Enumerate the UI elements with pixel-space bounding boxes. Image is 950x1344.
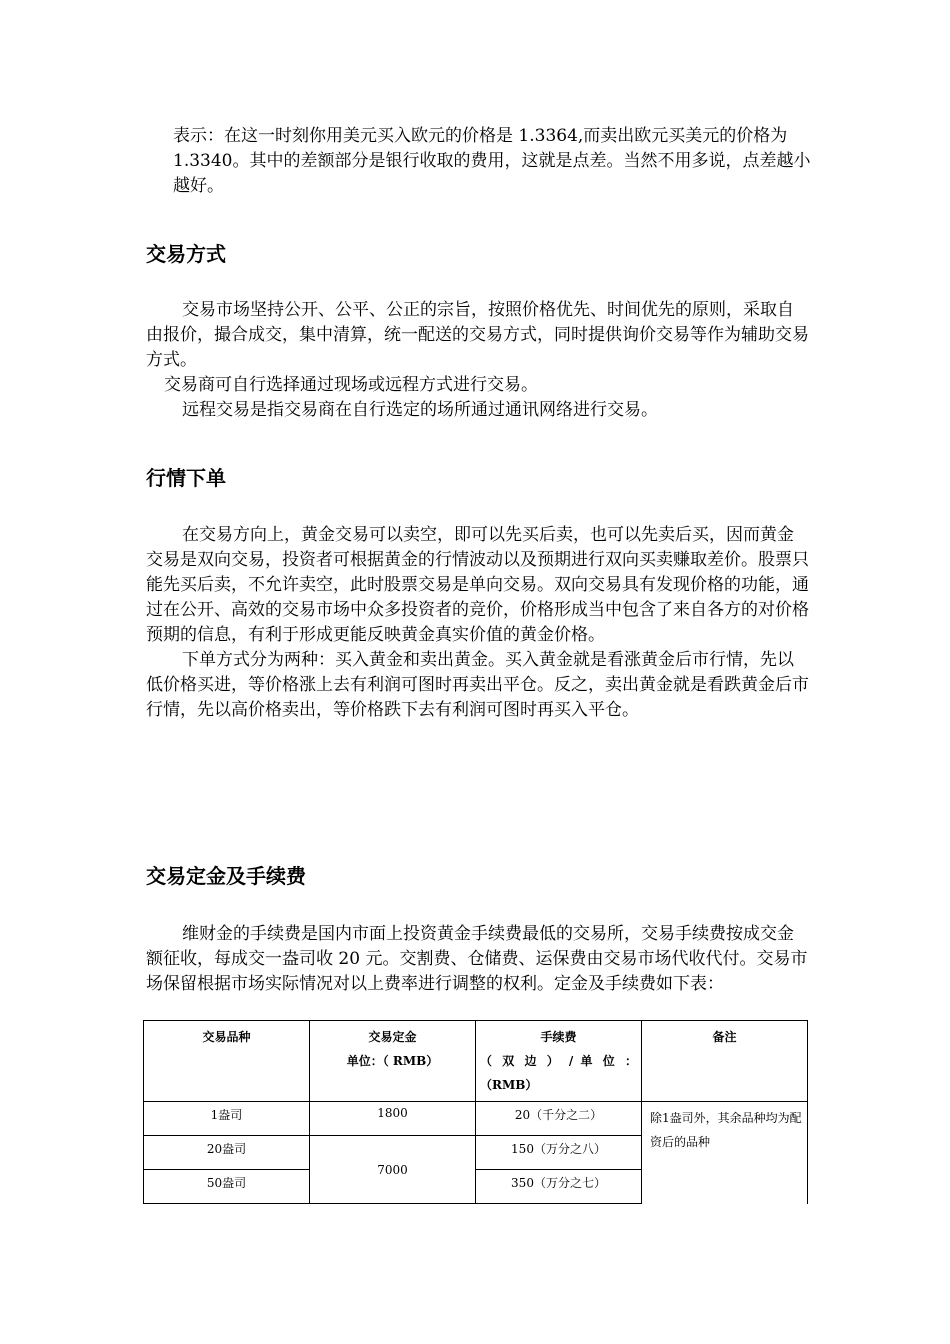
cell-fee: 350（万分之七）: [476, 1170, 642, 1204]
paragraph: 在交易方向上，黄金交易可以卖空，即可以先买后卖，也可以先卖后买，因而黄金交易是双向交易，投资者可根据黄金的行情波动以及预期进行双向买卖赚取差价。股票只能先买后卖，不允许卖空，此时股票交易是单向交易。双向交易具有发现价格的功能，通过在公开、高效的交易市场中众多投资者的竞价，价格形成当中包含了来自各方的对价格预期的信息，有利于形成更能反映黄金真实价值的黄金价格。: [146, 525, 809, 645]
cell-fee: 150（万分之八）: [476, 1136, 642, 1170]
paragraph: 维财金的手续费是国内市面上投资黄金手续费最低的交易所，交易手续费按成交金额征收，每成交一盎司收 20 元。交割费、仓储费、运保费由交易市场代收代付。交易市场保留根据市场实际情况对以上费率进行调整的权利。定金及手续费如下表：: [146, 924, 808, 994]
paragraph: 远程交易是指交易商在自行选定的场所通过通讯网络进行交易。: [182, 400, 658, 420]
table-header-row: [144, 1021, 808, 1102]
section-trading-method: [146, 298, 810, 423]
cell-fee: 20（千分之二）: [476, 1102, 642, 1136]
heading-trading-method: 交易方式: [146, 242, 226, 266]
paragraph: 交易商可自行选择通过现场或远程方式进行交易。: [164, 375, 538, 395]
heading-deposit-fees: 交易定金及手续费: [146, 864, 306, 888]
cell-product: 50盎司: [144, 1170, 310, 1204]
heading-market-order: 行情下单: [146, 466, 226, 490]
header-deposit: 交易定金 单位：（ RMB）: [310, 1021, 476, 1102]
cell-product: 20盎司: [144, 1136, 310, 1170]
cell-deposit: 7000: [310, 1136, 476, 1204]
cell-remark: 除1盎司外，其余品种均为配资后的品种: [642, 1102, 808, 1204]
paragraph: 交易市场坚持公开、公平、公正的宗旨，按照价格优先、时间优先的原则，采取自由报价，撮合成交，集中清算，统一配送的交易方式，同时提供询价交易等作为辅助交易方式。: [146, 300, 809, 370]
table-row: [144, 1102, 808, 1136]
cell-product: 1盎司: [144, 1102, 310, 1136]
section-deposit-fees: [146, 922, 810, 997]
cell-deposit: 1800: [310, 1102, 476, 1136]
header-product: 交易品种: [144, 1021, 310, 1102]
intro-paragraph: [173, 124, 813, 199]
paragraph: 下单方式分为两种：买入黄金和卖出黄金。买入黄金就是看涨黄金后市行情，先以低价格买进，等价格涨上去有利润可图时再卖出平仓。反之，卖出黄金就是看跌黄金后市行情，先以高价格卖出，等价格跌下去有利润可图时再买入平仓。: [146, 650, 809, 720]
section-market-order: [146, 523, 810, 723]
intro-text: 表示：在这一时刻你用美元买入欧元的价格是 1.3364,而卖出欧元买美元的价格为 1.3340。其中的差额部分是银行收取的费用，这就是点差。当然不用多说，点差越小越好。: [173, 126, 811, 196]
header-fee: 手续费 （ 双 边 ） / 单 位 ： （RMB）: [476, 1021, 642, 1102]
fee-table: [143, 1020, 808, 1204]
header-remark: 备注: [642, 1021, 808, 1102]
